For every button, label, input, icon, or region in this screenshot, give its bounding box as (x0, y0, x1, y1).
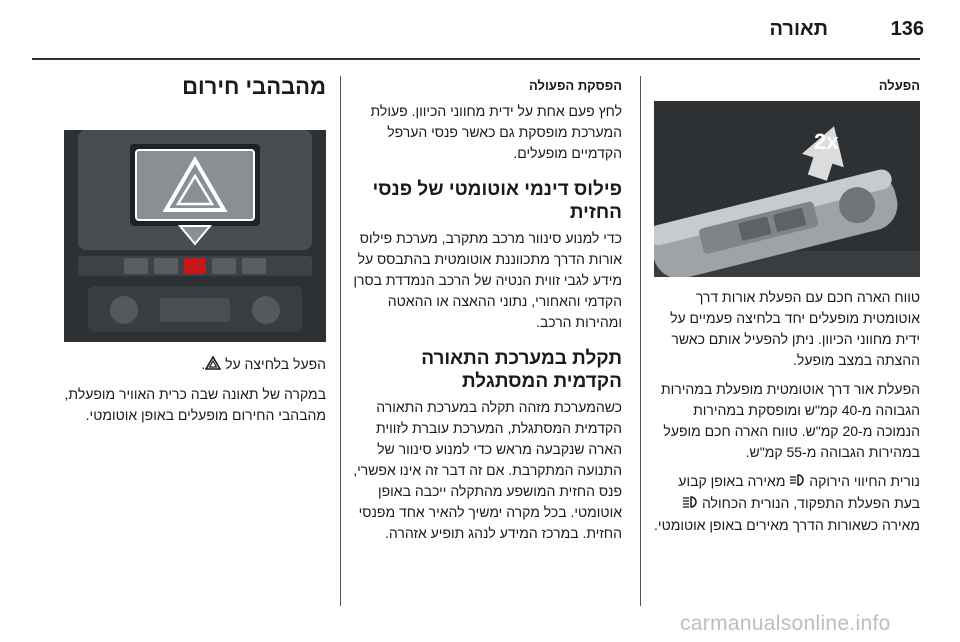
paragraph-indicators (654, 471, 920, 536)
heading-dynamic-leveling: פילוס דינמי אוטומטי של פנסי החזית (372, 179, 622, 223)
press-hazard-text: הפעל בלחיצה על (225, 356, 326, 372)
column-divider-right (640, 76, 641, 606)
column-right (654, 72, 920, 544)
paragraph-speed: הפעלת אור דרך אוטומטית מופעלת במהירות הגבוהה מ-40 קמ"ש ומופסקת במהירות הנמוכה מ-20 קמ"ש. טווח הארה חכם מופעל במהירות הגבוהה מ-55 קמ"ש. (660, 381, 920, 460)
paragraph-airbag: במקרה של תאונה שבה כרית האוויר מופעלת, מהבהבי החירום מופעלים באופן אוטומטי. (64, 385, 326, 423)
hazard-triangle-icon (205, 355, 221, 376)
column-middle (350, 72, 622, 552)
column-divider-left (340, 76, 341, 606)
page-number: 136 (890, 18, 924, 40)
heading-hazard-flashers: מהבהבי חירום (182, 74, 326, 99)
heading-activation: הפעלה (878, 78, 920, 93)
section-title: תאורה (769, 18, 828, 40)
column-left (32, 72, 326, 434)
paragraph-deactivation: לחץ פעם אחת על ידית מחווני הכיוון. פעולת המערכת מופסקת גם כאשר פנסי הערפל הקדמיים מופעלים. (370, 103, 622, 161)
dashboard-illustration (64, 130, 326, 342)
indicator-text-c: מאירה כשאורות הדרך מאירים באופן אוטומטי. (654, 516, 920, 533)
indicator-text-b: מאירה באופן קבוע בעת הפעלת התפקוד, הנורית הכחולה (678, 473, 920, 511)
turn-signal-stalk-figure (654, 101, 920, 277)
stalk-illustration (654, 101, 920, 277)
paragraph-press-hazard: הפעל בלחיצה על . (32, 354, 326, 376)
paragraph-intro: טווח הארה חכם עם הפעלת אורות דרך אוטומטית מופעלים יחד בלחיצה פעמיים על ידית מחווני הכיוון. ניתן להפעיל אותם כאשר ההצתה במצב מופעל. (670, 289, 920, 368)
high-beam-indicator-icon (682, 494, 698, 515)
page-header (0, 0, 960, 62)
press-twice-badge: 2x (814, 129, 839, 154)
paragraph-dynamic-leveling: כדי למנוע סינוור מרכב מתקרב, מערכת פילוס אורות הדרך מתכווננת אוטומטית בהתבסס על מידע לגבי זווית הנטיה של הרכב הנמדדת בסרן הקדמי והאחורי, נתוני ההאצה או ההאטה ומהירות הרכב. (353, 230, 622, 330)
hazard-button-figure (64, 130, 326, 342)
paragraph-adaptive-fault: כשהמערכת מזהה תקלה במערכת התאורה הקדמית המסתגלת, המערכת עוברת לזווית הארה שנקבעה מראש כדי למנוע סינוור של התנועה המתקרבת. אם זה דבר זה אינו אפשרי, פנס החזית המושפע מהתקלה ייכבה באופן אוטומטי. בכל מקרה ימשיך להאיר אחד מפנסי החזית. במרכז המידע לנהג תופיע אזהרה. (353, 399, 622, 541)
indicator-text-a: נורית החיווי הירוקה (809, 473, 920, 489)
auto-light-indicator-icon (789, 472, 805, 493)
heading-deactivation: הפסקת הפעולה (529, 78, 622, 93)
header-rule (32, 58, 920, 60)
watermark: carmanualsonline.info (680, 612, 891, 635)
heading-adaptive-fault: תקלת במערכת התאורה הקדמית המסתגלת (421, 348, 622, 392)
